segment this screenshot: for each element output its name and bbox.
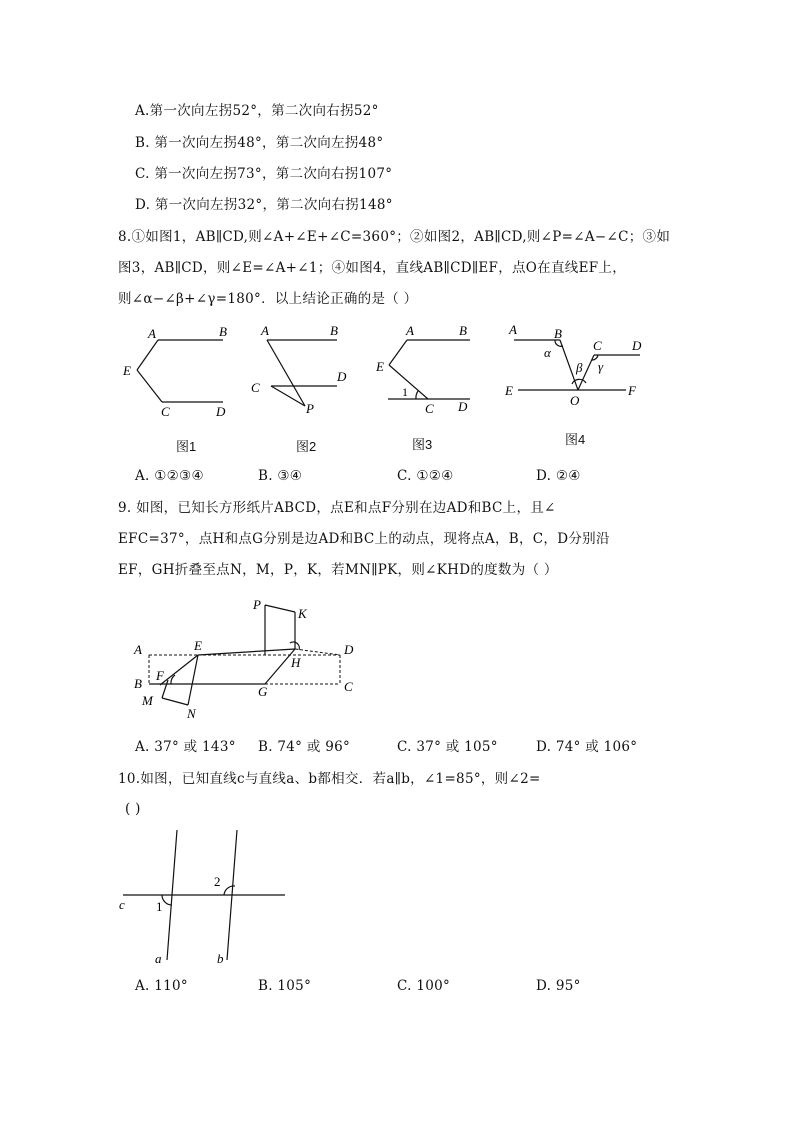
q8-figure-4 [500,320,650,415]
q8-figure-3 [370,320,485,420]
q10-label-angle2: 2 [214,874,221,889]
f2-label-d: D [337,369,347,384]
f3-label-d: D [458,399,468,414]
q10-label-angle1: 1 [156,899,163,914]
q9-label-f: F [156,668,164,683]
f1-label-e: E [123,363,131,378]
q9-stem-line1: 9. 如图，已知长方形纸片ABCD，点E和点F分别在边AD和BC上，且∠ [118,500,556,516]
f4-label-b: B [554,326,562,341]
f3-label-b: B [459,323,467,338]
q9-stem-line2: EFC=37°，点H和点G分别是边AD和BC上的动点，现将点A，B，C，D分别沿 [118,531,610,547]
f4-label-d: D [632,338,642,353]
q9-label-p: P [253,597,261,612]
q8-stem-line3: 则∠α−∠β+∠γ=180°．以上结论正确的是（ ） [118,291,418,307]
f4-label-o: O [570,393,580,408]
f4-label-e: E [505,383,513,398]
f3-label-angle1: 1 [402,385,408,399]
q9-option-a: A. 37° 或 143° [135,739,236,755]
f4-label-c: C [593,338,602,353]
q9-option-d: D. 74° 或 106° [536,739,638,755]
q8-stem-line2: 图3，AB∥CD，则∠E=∠A+∠1；④如图4，直线AB∥CD∥EF，点O在直线EF上， [118,260,626,276]
q9-figure [125,595,365,725]
q8-option-d: D. ②④ [536,468,581,484]
caption-fig2: 图2 [296,439,317,454]
q10-option-d: D. 95° [536,978,581,994]
q9-option-c: C. 37° 或 105° [397,739,498,755]
q8-figure-1 [115,320,240,425]
q9-label-a: A [134,642,142,657]
f4-label-gamma: γ [598,359,604,374]
caption-fig4: 图4 [565,432,586,447]
q10-figure [115,825,295,970]
f4-label-beta: β [576,360,583,375]
q7-option-c: C. 第一次向左拐73°，第二次向右拐107° [135,166,393,182]
q9-label-h: H [291,655,301,670]
f3-label-c: C [425,401,434,416]
q9-label-g: G [258,684,268,699]
q9-label-k: K [298,606,307,621]
q7-option-b: B. 第一次向左拐48°，第二次向左拐48° [135,135,384,151]
q10-stem-line2: ( ) [125,801,141,817]
q8-stem-line1: 8.①如图1，AB∥CD,则∠A+∠E+∠C=360°；②如图2，AB∥CD,则∠P=∠A−∠C；③如 [118,229,671,245]
f4-label-f: F [628,383,636,398]
f2-label-c: C [251,380,260,395]
q9-option-b: B. 74° 或 96° [258,739,351,755]
q8-option-a: A. ①②③④ [135,468,204,484]
q9-label-d: D [344,642,354,657]
q7-option-d: D. 第一次向左拐32°，第二次向右拐148° [135,197,393,213]
q9-label-m: M [142,693,153,708]
q10-stem-line1: 10.如图，已知直线c与直线a、b都相交．若a∥b，∠1=85°，则∠2= [118,771,541,787]
q8-option-c: C. ①②④ [397,468,454,484]
q10-label-a: a [155,951,162,966]
f4-label-alpha: α [544,345,551,360]
q10-option-b: B. 105° [258,978,312,994]
f4-label-a: A [509,322,517,337]
q9-label-c: C [344,679,353,694]
f2-label-b: B [330,323,338,338]
f2-label-a: A [261,323,269,338]
caption-fig1: 图1 [176,439,197,454]
f3-label-a: A [406,323,414,338]
f1-label-d: D [216,404,226,419]
q10-label-c: c [119,897,125,912]
q10-option-c: C. 100° [397,978,451,994]
q9-stem-line3: EF，GH折叠至点N，M，P，K，若MN∥PK，则∠KHD的度数为（ ） [118,562,558,578]
f1-label-b: B [219,324,227,339]
q7-option-a: A.第一次向左拐52°，第二次向右拐52° [135,103,379,119]
q8-option-b: B. ③④ [258,468,303,484]
q10-option-a: A. 110° [135,978,188,994]
q8-figure-2 [245,320,360,420]
f1-label-a: A [148,326,156,341]
q10-label-b: b [217,951,224,966]
caption-fig3: 图3 [412,437,433,452]
f1-label-c: C [161,404,170,419]
q9-label-n: N [187,706,196,721]
q9-label-b: B [134,676,142,691]
q9-label-e: E [194,638,202,653]
f3-label-e: E [376,359,384,374]
f2-label-p: P [306,401,314,416]
